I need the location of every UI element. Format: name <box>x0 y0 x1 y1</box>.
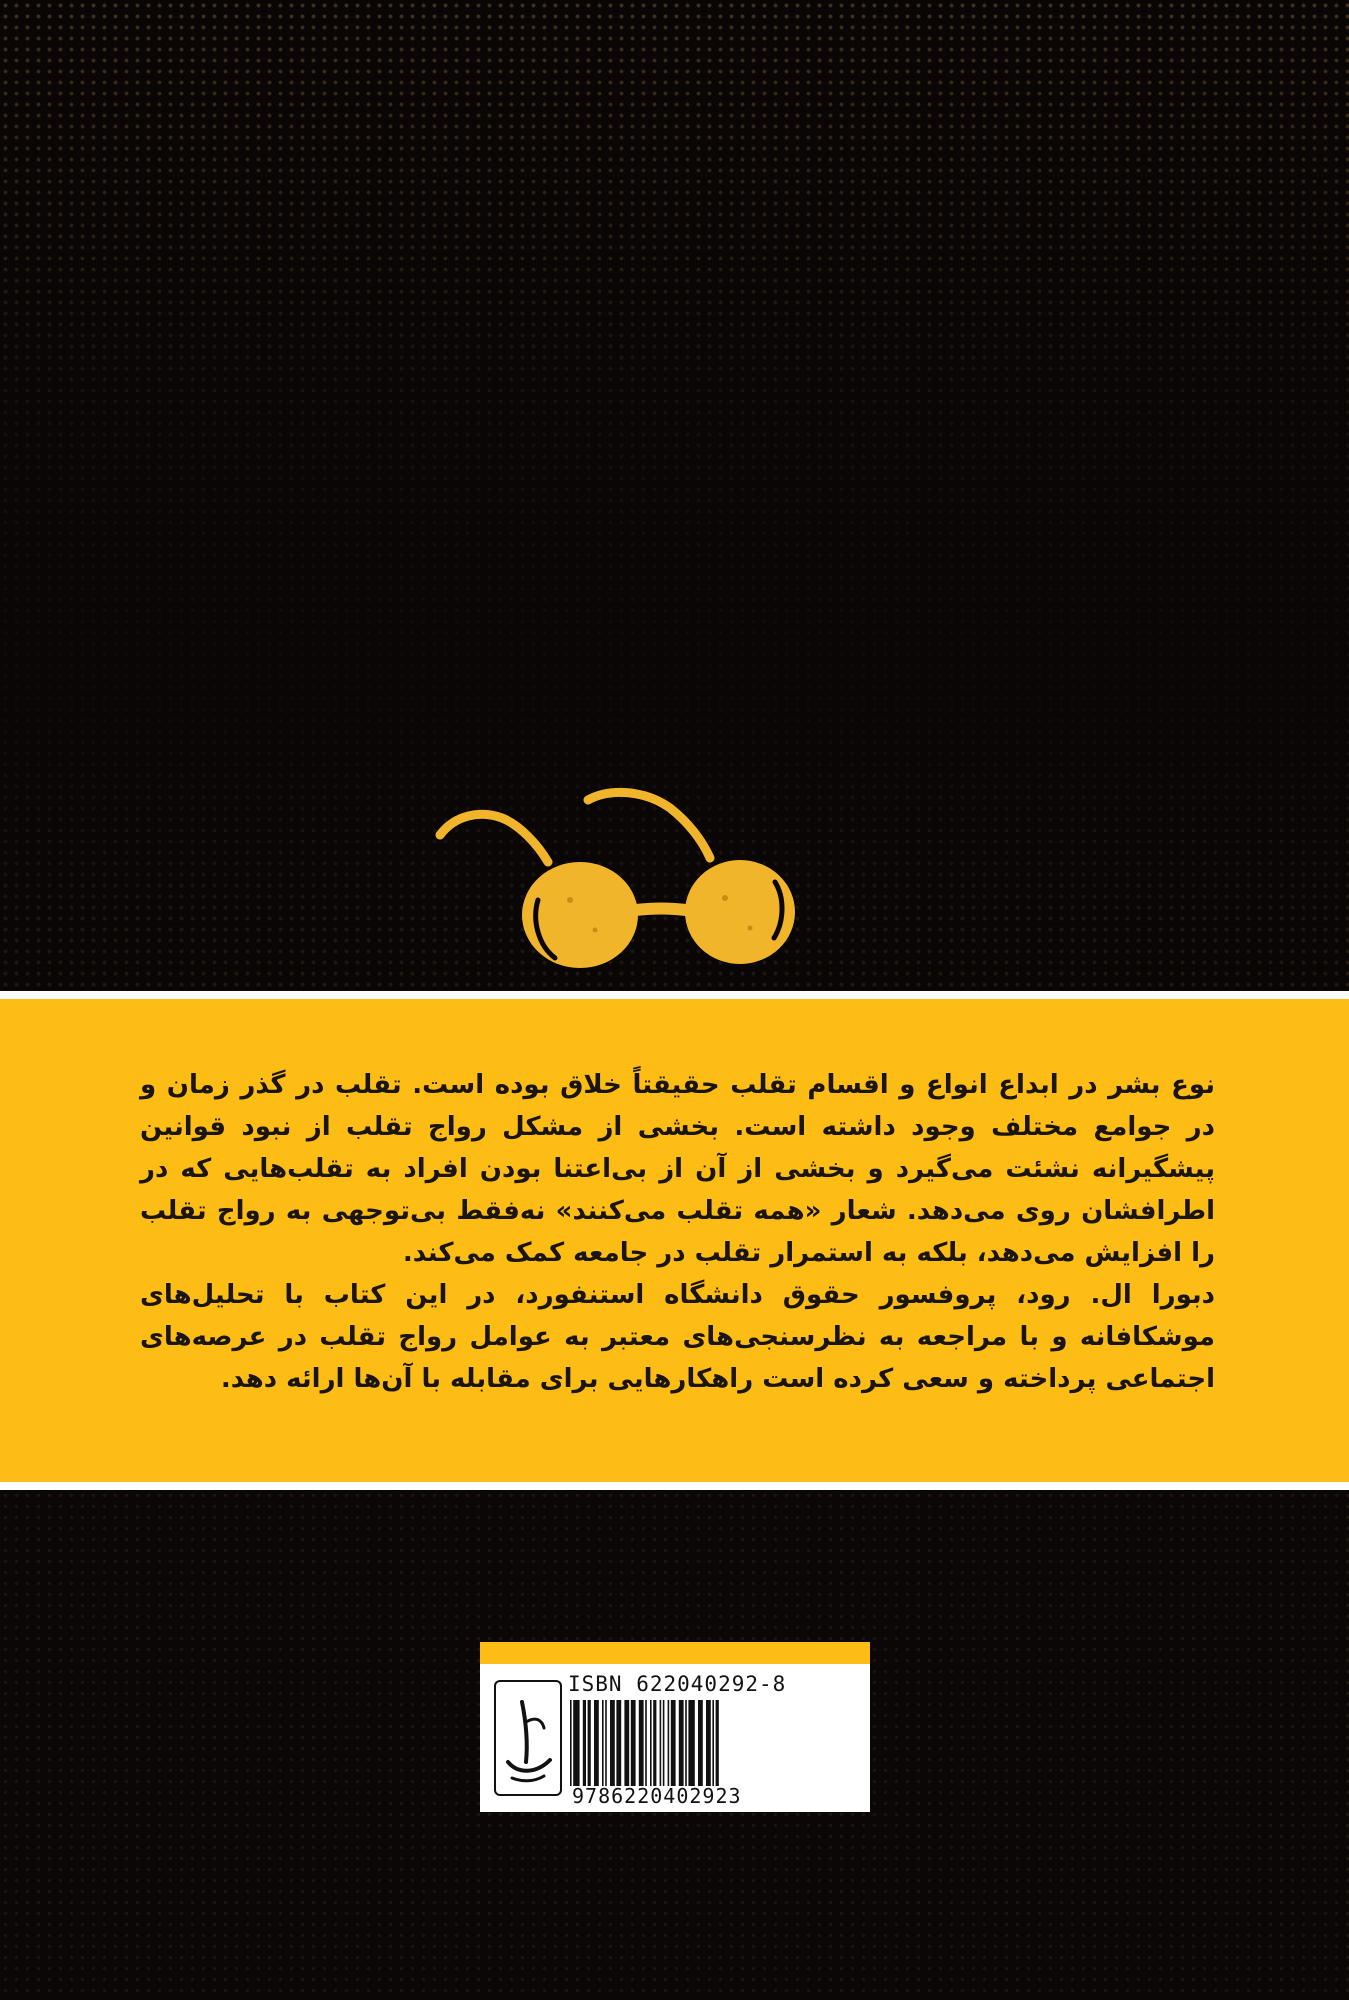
barcode-bar <box>679 1700 684 1786</box>
barcode-bar <box>668 1700 670 1786</box>
isbn-barcode-block <box>480 1642 870 1812</box>
blurb-paragraph: نوع بشر در ابداع انواع و اقسام تقلب حقیقتاً خلاق بوده است. تقلب در گذر زمان و در جوامع مختلف وجود داشته است. بخشی از مشکل رواج تقلب از نبود قوانین پیشگیرانه نشئت می‌گیرد و بخشی از آن از بی‌اعتنا بودن افراد به تقلب‌هایی که در اطرافشان روی می‌دهد. شعار «همه تقلب می‌کنند» نه‌فقط بی‌توجهی به رواج تقلب را افزایش می‌دهد، بلکه به استمرار تقلب در جامعه کمک می‌کند. <box>140 1070 1215 1268</box>
isbn-accent-strip <box>480 1642 870 1664</box>
publisher-logo-icon <box>494 1680 562 1796</box>
barcode-bar <box>616 1700 621 1786</box>
barcode <box>568 1700 858 1786</box>
blurb-text <box>140 1064 1215 1400</box>
barcode-bar <box>570 1700 572 1786</box>
top-divider <box>0 991 1349 999</box>
barcode-bar <box>602 1700 604 1786</box>
barcode-bar <box>645 1700 647 1786</box>
barcode-bar <box>712 1700 714 1786</box>
isbn-label: ISBN 622040292-8 <box>568 1672 787 1696</box>
barcode-bar <box>631 1700 636 1786</box>
barcode-bar <box>716 1700 719 1786</box>
barcode-bar <box>573 1700 579 1786</box>
barcode-bar <box>685 1700 687 1786</box>
barcode-bar <box>624 1700 629 1786</box>
barcode-bar <box>671 1700 676 1786</box>
blurb-paragraph: دبورا ال. رود، پروفسور حقوق دانشگاه استنفورد، در این کتاب با تحلیل‌های موشکافانه و با مراجعه به نظرسنجی‌های معتبر به عوامل رواج تقلب در عرصه‌های اجتماعی پرداخته و سعی کرده است راهکارهایی برای مقابله با آن‌ها ارائه دهد. <box>140 1280 1215 1394</box>
barcode-bar <box>588 1700 591 1786</box>
barcode-bar <box>660 1700 662 1786</box>
glasses-icon <box>420 770 820 980</box>
barcode-digits: 9786220402923 <box>572 1784 742 1808</box>
barcode-bar <box>583 1700 586 1786</box>
barcode-bar <box>605 1700 607 1786</box>
barcode-bar <box>650 1700 652 1786</box>
barcode-bar <box>653 1700 656 1786</box>
barcode-bar <box>706 1700 711 1786</box>
barcode-bar <box>610 1700 615 1786</box>
blurb-panel <box>0 999 1349 1482</box>
barcode-bar <box>688 1700 694 1786</box>
barcode-bar <box>663 1700 665 1786</box>
barcode-bar <box>698 1700 703 1786</box>
barcode-bar <box>594 1700 599 1786</box>
barcode-bar <box>639 1700 644 1786</box>
bottom-divider <box>0 1482 1349 1490</box>
